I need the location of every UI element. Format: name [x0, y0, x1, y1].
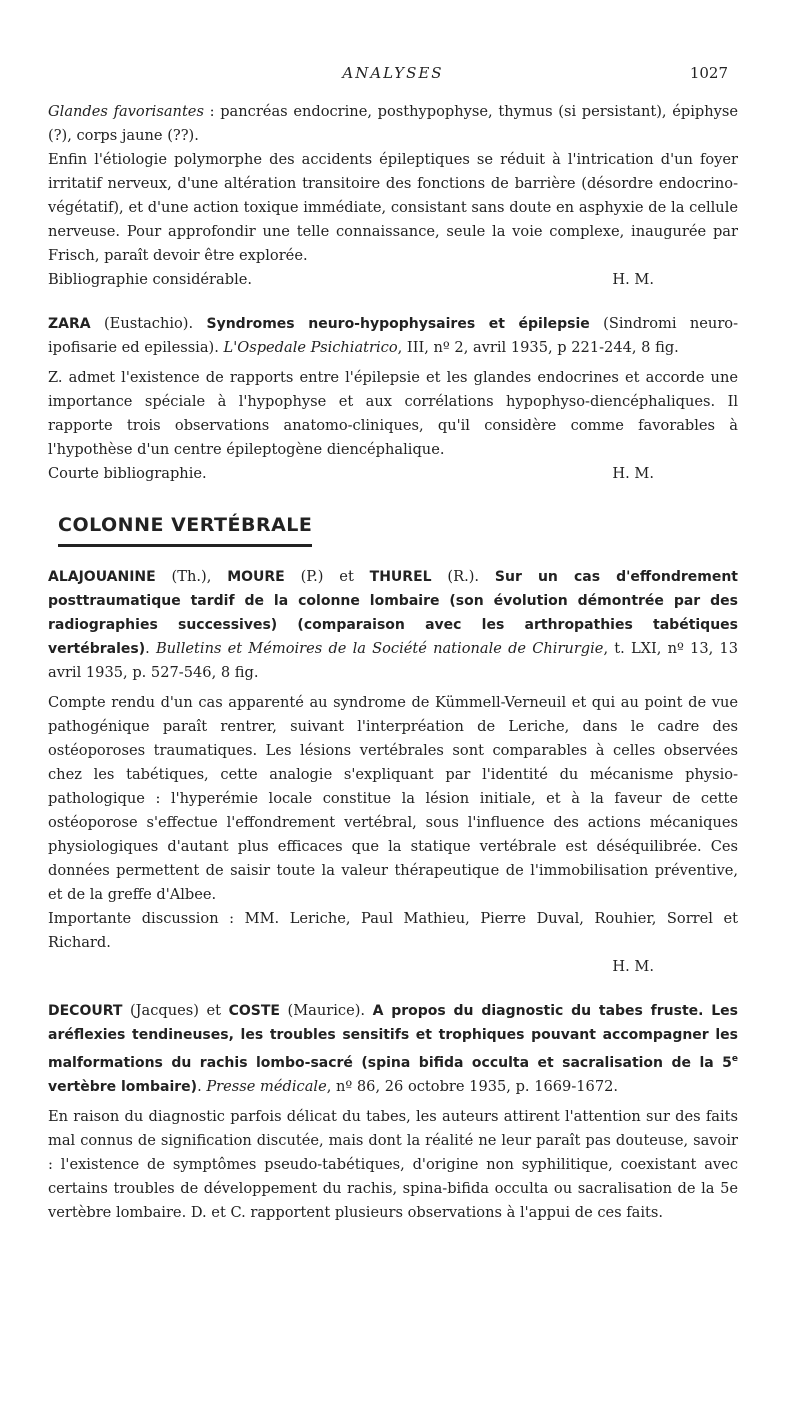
decourt-author: DECOURT	[48, 1003, 123, 1019]
section-heading: COLONNE VERTÉBRALE	[58, 514, 312, 547]
zara-original-title: (Sindromi neuro-ipofisarie ed epilessia).	[48, 315, 739, 356]
thurel-author: THUREL	[369, 569, 432, 585]
decourt-title-sup: e	[731, 1054, 738, 1064]
decourt-title-b: vertèbre lombaire)	[48, 1078, 198, 1095]
alajouanine-summary: Compte rendu d'un cas apparenté au syndrome de Kümmell-Verneuil et qui au point de vue pathogénique paraît rentrer, suivant l'interpréation de Leriche, dans le cadre des ostéoporoses traumatiques. Les lésions vertébrales sont comparables à celles observées chez les tabétiques, cette analogie s'expliquant par l'identité du mécanisme physio-pathologique : l'hyperémie locale constitue la lésion initiale, et à la faveur de cette ostéoporose s'effectue l'effondrement vertébral, sous l'influence des actions mécaniques physiologiques d'autant plus efficaces que la statique vertébrale est déséquilibrée. Ces données permettent de saisir toute la valeur thérapeutique de l'immobilisation préventive, et de la greffe d'Albee.	[48, 694, 738, 903]
running-title: ANALYSES	[342, 64, 444, 82]
zara-bibliography: Courte bibliographie.	[48, 465, 207, 482]
alajouanine-author-initial: (Th.),	[155, 568, 228, 585]
alajouanine-author: ALAJOUANINE	[48, 569, 156, 585]
decourt-citation: , nº 86, 26 octobre 1935, p. 1669-1672.	[326, 1077, 619, 1095]
etiology-paragraph: Enfin l'étiologie polymorphe des accidents épileptiques se réduit à l'intrication d'un foyer irritatif nerveux, d'une altération transitoire des fonctions de barrière (désordre endocrino-végétatif), et d'une action toxique immédiate, consistant sans doute en asphyxie de la cellule nerveuse. Pour approfondir une telle connaissance, seule la voie complexe, inaugurée par Frisch, paraît devoir être explorée.	[48, 151, 738, 264]
glandes-paragraph	[48, 100, 738, 148]
zara-author-first: (Eustachio).	[90, 315, 207, 332]
intro-signature: H. M.	[612, 271, 654, 288]
page-number: 1027	[689, 64, 728, 82]
intro-bibliography-line	[48, 268, 738, 292]
alajouanine-discussion: Importante discussion : MM. Leriche, Paul Mathieu, Pierre Duval, Rouhier, Sorrel et Richard.	[48, 910, 738, 951]
glandes-label: Glandes favorisantes	[48, 103, 204, 120]
moure-author: MOURE	[227, 569, 285, 585]
zara-title: Syndromes neuro-hypophysaires et épilepsie	[206, 316, 590, 332]
alajouanine-signature-line	[48, 955, 738, 979]
alajouanine-entry-heading	[48, 565, 738, 685]
alajouanine-citation: , t. LXI, nº 13, 13 avril 1935, p. 527-546, 8 fig.	[48, 640, 738, 681]
zara-entry-heading	[48, 312, 738, 360]
zara-bibliography-line	[48, 462, 738, 486]
zara-journal: L'Ospedale Psichiatrico	[223, 339, 398, 356]
page	[48, 62, 738, 1225]
alajouanine-title: Sur un cas d'effondrement posttraumatique tardif de la colonne lombaire (son évolution démontrée par des radiographies successives) (comparaison avec les arthropathies tabétiques vertébrales)	[48, 569, 739, 657]
thurel-author-initial: (R.).	[431, 568, 495, 585]
decourt-journal: Presse médicale	[206, 1077, 327, 1095]
alajouanine-signature: H. M.	[612, 958, 654, 975]
coste-author-first: (Maurice).	[279, 1002, 373, 1019]
zara-author-surname: ZARA	[48, 316, 91, 332]
decourt-sep: .	[197, 1077, 207, 1095]
coste-author: COSTE	[228, 1003, 280, 1019]
decourt-author-first: (Jacques) et	[122, 1002, 229, 1019]
moure-author-initial: (P.) et	[284, 568, 370, 585]
alajouanine-sep: .	[145, 640, 156, 657]
decourt-summary: En raison du diagnostic parfois délicat du tabes, les auteurs attirent l'attention sur des faits mal connus de signification discutée, mais dont la réalité ne leur paraît pas douteuse, savoir : l'existence de symptômes pseudo-tabétiques, d'origine non syphilitique, coexistant avec certains troubles de développement du rachis, spina-bifida occulta ou sacralisation de la 5e vertèbre lombaire. D. et C. rapportent plusieurs observations à l'appui de ces faits.	[48, 1107, 738, 1221]
intro-bibliography: Bibliographie considérable.	[48, 271, 253, 288]
zara-summary: Z. admet l'existence de rapports entre l'épilepsie et les glandes endocrines et accorde une importance spéciale à l'hypophyse et aux corrélations hypophyso-diencéphaliques. Il rapporte trois observations anatomo-cliniques, qu'il considère comme favorables à l'hypothèse d'un centre épileptogène diencéphalique.	[48, 369, 738, 458]
zara-citation: , III, nº 2, avril 1935, p 221-244, 8 fig.	[397, 339, 679, 356]
decourt-entry-heading	[48, 999, 738, 1099]
glandes-text: : pancréas endocrine, posthypophyse, thymus (si persistant), épiphyse (?), corps jaune (??).	[48, 103, 738, 144]
zara-signature: H. M.	[612, 465, 654, 482]
alajouanine-journal: Bulletins et Mémoires de la Société nationale de Chirurgie	[155, 640, 604, 657]
running-head	[48, 62, 738, 86]
decourt-title-a: A propos du diagnostic du tabes fruste. Les aréflexies tendineuses, les troubles sensitifs et trophiques pouvant accompagner les malformations du rachis lombo-sacré (spina bifida occulta et sacralisation de la 5	[48, 1003, 738, 1071]
